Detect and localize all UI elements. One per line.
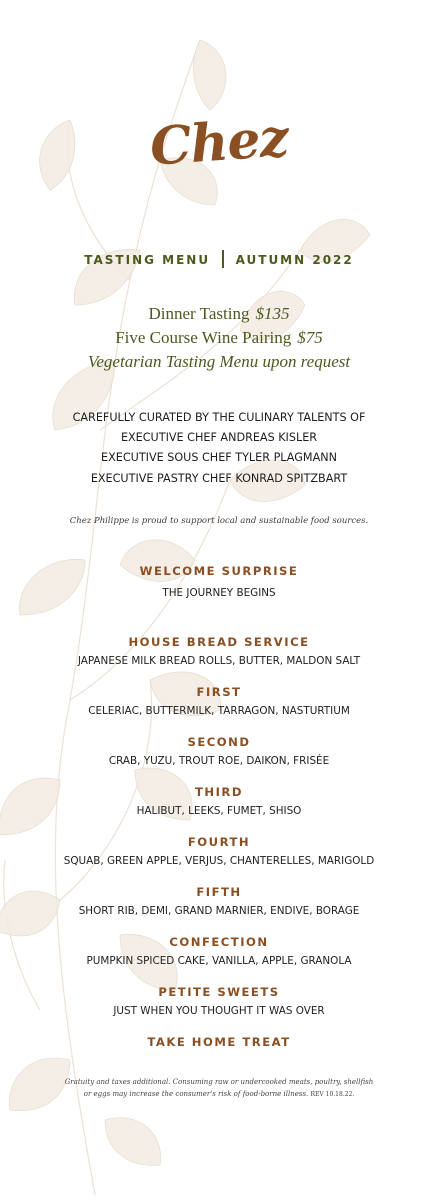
course-description: SHORT RIB, DEMI, GRAND MARNIER, ENDIVE, BORAGE: [78, 905, 360, 917]
course-title: WELCOME SURPRISE: [139, 564, 299, 578]
course-title: SECOND: [187, 735, 251, 749]
wine-pairing-price: $75: [297, 328, 323, 347]
course-description: CELERIAC, BUTTERMILK, TARRAGON, NASTURTIUM: [88, 705, 350, 717]
course-title: HOUSE BREAD SERVICE: [128, 635, 310, 649]
disclaimer-line-2: [0, 1090, 438, 1098]
course-description: SQUAB, GREEN APPLE, VERJUS, CHANTERELLES, MARIGOLD: [63, 855, 375, 867]
disclaimer-text: or eggs may increase the consumer's risk of food-borne illness.: [83, 1090, 309, 1098]
course-description: HALIBUT, LEEKS, FUMET, SHISO: [136, 805, 302, 817]
credits-intro: CAREFULLY CURATED BY THE CULINARY TALENTS OF: [72, 411, 366, 424]
course-title: FOURTH: [187, 835, 251, 849]
chez-logo: Chez: [148, 107, 290, 178]
course-title: FIRST: [196, 685, 242, 699]
executive-sous-chef: EXECUTIVE SOUS CHEF TYLER PLAGMANN: [101, 451, 337, 464]
wine-pairing-line: [0, 328, 438, 348]
course-title: CONFECTION: [169, 935, 269, 949]
course-description: THE JOURNEY BEGINS: [162, 587, 276, 599]
course-description: JAPANESE MILK BREAD ROLLS, BUTTER, MALDON SALT: [77, 655, 361, 667]
wine-pairing-label: Five Course Wine Pairing: [115, 328, 292, 347]
dinner-tasting-price: $135: [255, 304, 290, 323]
course-title: THIRD: [195, 785, 243, 799]
season-label: AUTUMN 2022: [235, 253, 354, 267]
course-description: CRAB, YUZU, TROUT ROE, DAIKON, FRISÉE: [108, 755, 330, 767]
vegetarian-note: Vegetarian Tasting Menu upon request: [87, 352, 351, 371]
course-title: PETITE SWEETS: [158, 985, 280, 999]
dinner-tasting-label: Dinner Tasting: [148, 304, 250, 323]
sourcing-note: Chez Philippe is proud to support local and sustainable food sources.: [69, 516, 369, 526]
menu-type-label: TASTING MENU: [84, 253, 211, 267]
revision-code: REV 10.18.22.: [310, 1091, 355, 1098]
dinner-tasting-line: [0, 304, 438, 324]
course-description: JUST WHEN YOU THOUGHT IT WAS OVER: [113, 1005, 325, 1017]
disclaimer-line-1: Gratuity and taxes additional. Consuming raw or undercooked meats, poultry, shellfish: [64, 1078, 374, 1086]
header-divider: [222, 250, 224, 268]
course-description: PUMPKIN SPICED CAKE, VANILLA, APPLE, GRANOLA: [86, 955, 352, 967]
course-title: TAKE HOME TREAT: [147, 1035, 291, 1049]
menu-header: [0, 250, 438, 268]
executive-chef: EXECUTIVE CHEF ANDREAS KISLER: [120, 431, 318, 444]
executive-pastry-chef: EXECUTIVE PASTRY CHEF KONRAD SPITZBART: [90, 472, 348, 485]
course-title: FIFTH: [196, 885, 242, 899]
